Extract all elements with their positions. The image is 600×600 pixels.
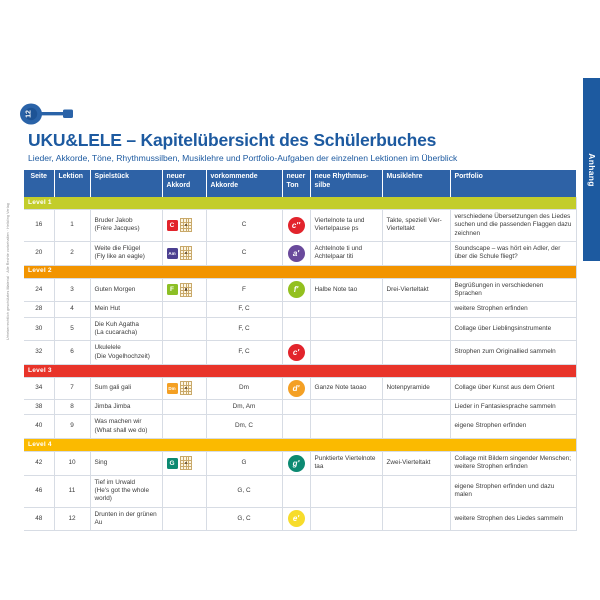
cell-neuer-akkord [162,210,206,242]
cell-spielstueck [90,415,162,439]
col-seite: Seite [24,170,54,197]
cell-spielstueck [90,241,162,265]
cell-portfolio: Collage mit Bildern singender Menschen; weitere Strophen erfinden [450,451,576,475]
table-row [24,475,576,507]
level-header-row [24,364,576,377]
cell-lektion: 8 [54,399,90,414]
table-row [24,317,576,341]
page-subtitle: Lieder, Akkorde, Töne, Rhythmussilben, Musiklehre und Portfolio-Aufgaben der einzelnen Lektionen im Überblick [28,153,458,163]
table-row [24,210,576,242]
chord-name-chip: Am [167,248,178,259]
cell-neuer-akkord [162,341,206,365]
new-tone-badge: f' [288,281,305,298]
cell-neuer-akkord [162,278,206,302]
cell-lektion: 5 [54,317,90,341]
cell-seite: 24 [24,278,54,302]
song-subtitle: (He's got the whole world) [94,486,150,503]
cell-spielstueck [90,377,162,399]
section-tab-anhang[interactable] [583,78,600,261]
cell-rhythmussilbe: Punktierte Viertelnote taa [310,451,382,475]
cell-vorkommende-akkorde: F, C [206,302,282,317]
cell-portfolio: verschiedene Übersetzungen des Liedes suchen und die passenden Flaggen dazu zeichnen [450,210,576,242]
cell-musiklehre: Drei-Vierteltakt [382,278,450,302]
col-lektion: Lektion [54,170,90,197]
cell-musiklehre [382,341,450,365]
cell-musiklehre [382,241,450,265]
song-subtitle: (La cucaracha) [94,328,138,336]
cell-spielstueck [90,302,162,317]
cell-musiklehre [382,475,450,507]
cell-portfolio: eigene Strophen erfinden [450,415,576,439]
level-header-row [24,438,576,451]
cell-neuer-ton [282,451,310,475]
cell-seite: 34 [24,377,54,399]
cell-neuer-akkord [162,377,206,399]
cell-rhythmussilbe: Halbe Note tao [310,278,382,302]
chord-icon-group [165,283,204,297]
cell-seite: 16 [24,210,54,242]
cell-spielstueck [90,399,162,414]
song-subtitle: (Frère Jacques) [94,225,140,233]
table-row [24,241,576,265]
chord-name-chip: C [167,220,178,231]
song-title: Mein Hut [94,305,121,313]
chord-diagram-icon [180,283,192,297]
table-body [24,197,576,531]
cell-rhythmussilbe: Viertelnote ta und Viertelpause ps [310,210,382,242]
level-label: Level 4 [24,438,576,451]
chord-diagram-icon [180,246,192,260]
song-title: Bruder Jakob [94,217,133,225]
chord-icon-group [165,246,204,260]
cell-neuer-akkord [162,451,206,475]
cell-portfolio: Strophen zum Originallied sammeln [450,341,576,365]
cell-seite: 32 [24,341,54,365]
cell-vorkommende-akkorde: G, C [206,475,282,507]
cell-neuer-ton [282,241,310,265]
cell-seite: 20 [24,241,54,265]
cell-vorkommende-akkorde: Dm [206,377,282,399]
cell-spielstueck [90,317,162,341]
cell-neuer-ton [282,475,310,507]
cell-vorkommende-akkorde: F, C [206,341,282,365]
song-title: Sing [94,459,108,467]
cell-spielstueck [90,341,162,365]
level-header-row [24,265,576,278]
chord-name-chip: Dm [167,383,178,394]
song-subtitle: (Fly like an eagle) [94,253,145,261]
level-label: Level 3 [24,364,576,377]
cell-rhythmussilbe [310,507,382,531]
table-row [24,507,576,531]
cell-neuer-ton [282,278,310,302]
song-title: Jimba Jimba [94,402,131,410]
cell-musiklehre [382,317,450,341]
cell-neuer-ton [282,377,310,399]
cell-lektion: 2 [54,241,90,265]
cell-lektion: 7 [54,377,90,399]
table-row [24,302,576,317]
chapter-overview-table [24,170,577,531]
cell-musiklehre [382,399,450,414]
cell-musiklehre: Takte, speziell Vier-Vierteltakt [382,210,450,242]
cell-neuer-ton [282,302,310,317]
cell-portfolio: weitere Strophen des Liedes sammeln [450,507,576,531]
new-tone-badge: g' [288,455,305,472]
chord-icon-group [165,381,204,395]
cell-lektion: 4 [54,302,90,317]
level-label: Level 2 [24,265,576,278]
song-title: Weite die Flügel [94,244,141,252]
song-subtitle: (Die Vogelhochzeit) [94,352,150,360]
page-number: 12 [25,110,33,118]
chord-name-chip: F [167,284,178,295]
cell-portfolio: Begrüßungen in verschiedenen Sprachen [450,278,576,302]
cell-lektion: 6 [54,341,90,365]
cell-rhythmussilbe [310,415,382,439]
cell-rhythmussilbe: Ganze Note taoao [310,377,382,399]
cell-vorkommende-akkorde: C [206,241,282,265]
table-row [24,415,576,439]
cell-seite: 48 [24,507,54,531]
cell-seite: 38 [24,399,54,414]
table-row [24,341,576,365]
page-title: UKU&LELE – Kapitelübersicht des Schülerbuches [28,130,437,150]
cell-neuer-akkord [162,507,206,531]
cell-neuer-akkord [162,241,206,265]
cell-seite: 42 [24,451,54,475]
cell-spielstueck [90,278,162,302]
col-neue-rhythmussilbe: neue Rhythmus-silbe [310,170,382,197]
cell-portfolio: Lieder in Fantasiesprache sammeln [450,399,576,414]
level-header-row [24,197,576,210]
cell-seite: 28 [24,302,54,317]
cell-vorkommende-akkorde: G, C [206,507,282,531]
cell-neuer-akkord [162,317,206,341]
new-tone-badge: e' [288,510,305,527]
song-title: Tief im Urwald [94,478,136,486]
cell-spielstueck [90,507,162,531]
copyright-note: Urheberrechtlich geschütztes Material · Alle Rechte vorbehalten · Helbling Verlag [6,203,10,340]
chord-icon-group [165,456,204,470]
cell-lektion: 9 [54,415,90,439]
new-tone-badge: c'' [288,217,305,234]
new-tone-badge: c' [288,344,305,361]
table-row [24,399,576,414]
song-title: Drunten in der grünen Au [94,510,157,526]
col-musiklehre: Musiklehre [382,170,450,197]
cell-musiklehre: Notenpyramide [382,377,450,399]
cell-neuer-akkord [162,399,206,414]
cell-rhythmussilbe [310,302,382,317]
cell-neuer-akkord [162,302,206,317]
song-title: Die Kuh Agatha [94,320,139,328]
cell-neuer-akkord [162,475,206,507]
table-row [24,278,576,302]
cell-neuer-ton [282,399,310,414]
cell-vorkommende-akkorde: Dm, C [206,415,282,439]
cell-neuer-ton [282,210,310,242]
cell-vorkommende-akkorde: F [206,278,282,302]
col-vorkommende-akkorde: vorkommende Akkorde [206,170,282,197]
song-title: Ukulelele [94,344,121,352]
col-neuer-akkord: neuer Akkord [162,170,206,197]
song-title: Was machen wir [94,418,142,426]
cell-vorkommende-akkorde: F, C [206,317,282,341]
song-title: Guten Morgen [94,285,136,293]
cell-lektion: 12 [54,507,90,531]
col-spielstueck: Spielstück [90,170,162,197]
chord-diagram-icon [180,218,192,232]
cell-rhythmussilbe [310,475,382,507]
cell-musiklehre [382,415,450,439]
cell-seite: 40 [24,415,54,439]
cell-lektion: 3 [54,278,90,302]
cell-rhythmussilbe: Achtelnote ti und Achtelpaar titi [310,241,382,265]
song-subtitle: (What shall we do) [94,426,148,434]
chord-diagram-icon [180,381,192,395]
col-portfolio: Portfolio [450,170,576,197]
cell-musiklehre [382,507,450,531]
cell-neuer-akkord [162,415,206,439]
cell-spielstueck [90,451,162,475]
cell-musiklehre [382,302,450,317]
cell-rhythmussilbe [310,317,382,341]
cell-spielstueck [90,210,162,242]
page-number-badge [20,103,78,125]
cell-portfolio: Soundscape – was hört ein Adler, der über die Schule fliegt? [450,241,576,265]
cell-portfolio: eigene Strophen erfinden und dazu malen [450,475,576,507]
cell-lektion: 11 [54,475,90,507]
col-neuer-ton: neuer Ton [282,170,310,197]
cell-neuer-ton [282,341,310,365]
cell-seite: 46 [24,475,54,507]
cell-seite: 30 [24,317,54,341]
cell-vorkommende-akkorde: C [206,210,282,242]
cell-lektion: 1 [54,210,90,242]
level-label: Level 1 [24,197,576,210]
section-tab-label: Anhang [586,152,597,187]
cell-rhythmussilbe [310,399,382,414]
new-tone-badge: d' [288,380,305,397]
new-tone-badge: a' [288,245,305,262]
cell-musiklehre: Zwei-Vierteltakt [382,451,450,475]
chord-diagram-icon [180,456,192,470]
table-header-row [24,170,576,197]
chord-name-chip: G [167,458,178,469]
table-row [24,377,576,399]
cell-vorkommende-akkorde: G [206,451,282,475]
cell-neuer-ton [282,507,310,531]
cell-vorkommende-akkorde: Dm, Am [206,399,282,414]
table-head [24,170,576,197]
cell-lektion: 10 [54,451,90,475]
cell-portfolio: Collage über Lieblingsinstrumente [450,317,576,341]
cell-rhythmussilbe [310,341,382,365]
cell-neuer-ton [282,317,310,341]
cell-portfolio: Collage über Kunst aus dem Orient [450,377,576,399]
cell-spielstueck [90,475,162,507]
chord-icon-group [165,218,204,232]
cell-neuer-ton [282,415,310,439]
cell-portfolio: weitere Strophen erfinden [450,302,576,317]
table-row [24,451,576,475]
song-title: Sum gali gali [94,384,132,392]
